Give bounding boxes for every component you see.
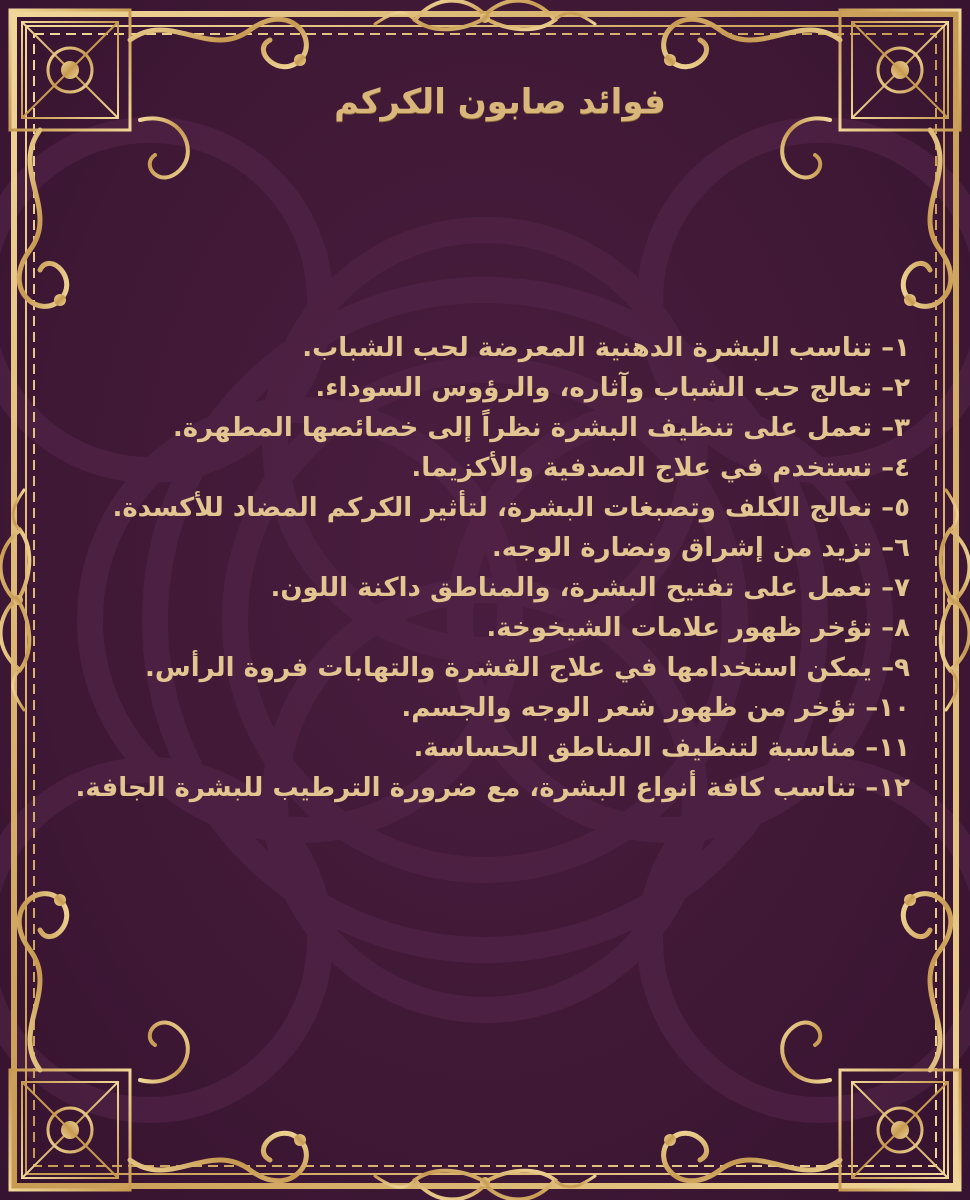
list-item: ٩– يمكن استخدامها في علاج القشرة والتهابات فروة الرأس. xyxy=(145,653,910,683)
list-item: ١٠– تؤخر من ظهور شعر الوجه والجسم. xyxy=(401,693,910,723)
page-title: فوائد صابون الكركم xyxy=(334,82,666,122)
list-item: ٦– تزيد من إشراق ونضارة الوجه. xyxy=(491,533,910,563)
benefits-list xyxy=(58,328,910,808)
list-item: ٧– تعمل على تفتيح البشرة، والمناطق داكنة اللون. xyxy=(270,573,910,603)
list-item: ١– تناسب البشرة الدهنية المعرضة لحب الشباب. xyxy=(302,333,910,363)
corner-flourish-icon xyxy=(10,894,306,1190)
list-item: ٣– تعمل على تنظيف البشرة نظراً إلى خصائصها المطهرة. xyxy=(172,413,910,443)
list-item: ٥– تعالج الكلف وتصبغات البشرة، لتأثير الكركم المضاد للأكسدة. xyxy=(112,493,910,523)
list-item: ١٢– تناسب كافة أنواع البشرة، مع ضرورة الترطيب للبشرة الجافة. xyxy=(75,773,910,803)
corner-flourish-icon xyxy=(664,894,960,1190)
list-item: ٢– تعالج حب الشباب وآثاره، والرؤوس السوداء. xyxy=(315,373,910,403)
list-item: ٨– تؤخر ظهور علامات الشيخوخة. xyxy=(486,613,910,643)
list-item: ٤– تستخدم في علاج الصدفية والأكزيما. xyxy=(411,453,910,483)
list-item: ١١– مناسبة لتنظيف المناطق الحساسة. xyxy=(413,733,910,763)
corner-flourish-icon xyxy=(10,10,306,306)
corner-flourish-icon xyxy=(664,10,960,306)
